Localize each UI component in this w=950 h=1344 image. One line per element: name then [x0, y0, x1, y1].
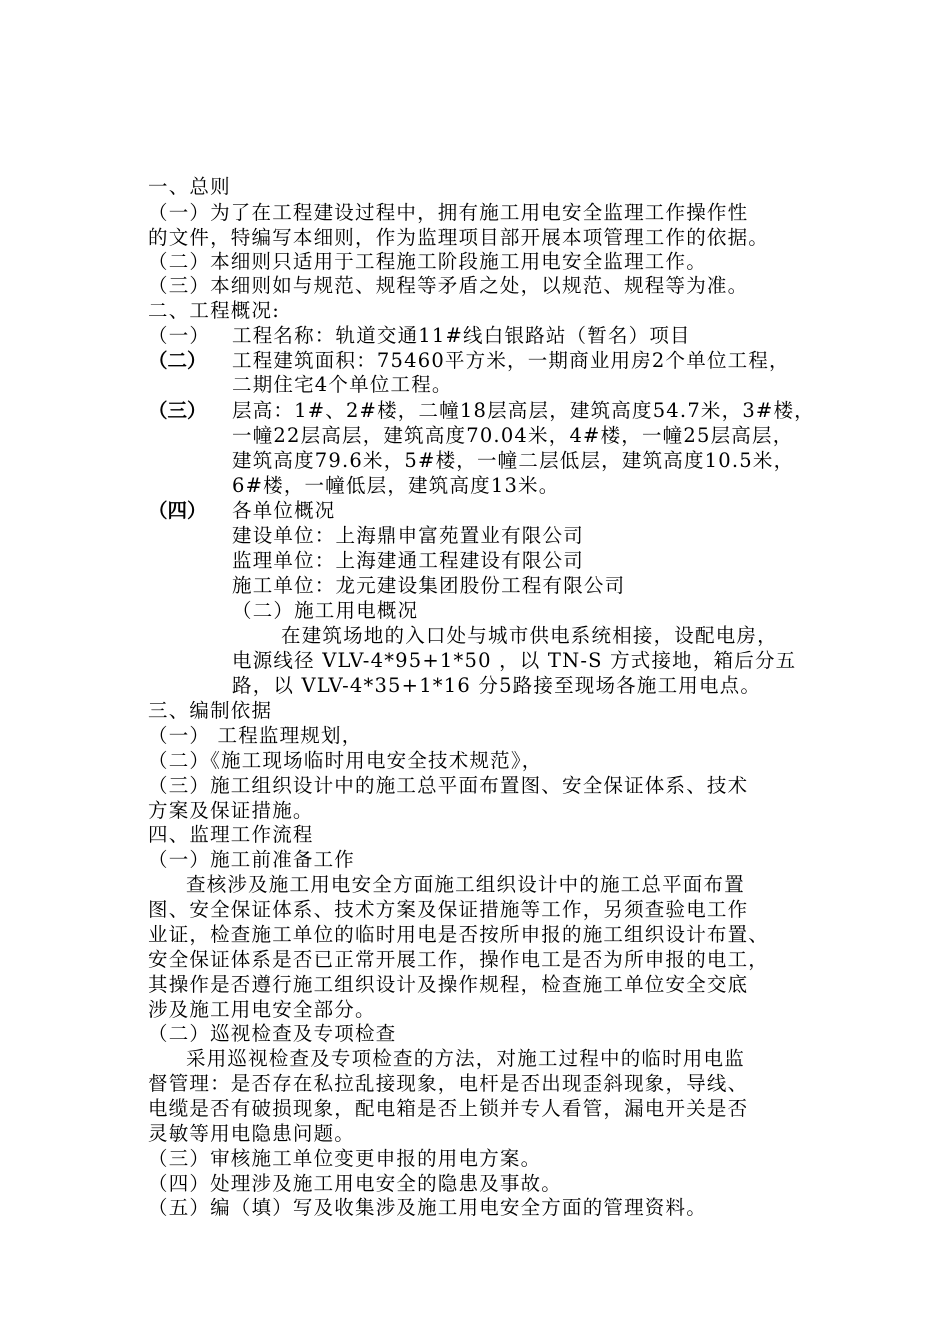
- section-heading-workflow: 四、监理工作流程: [148, 823, 314, 846]
- paragraph-line: 在建筑场地的入口处与城市供电系统相接，设配电房，: [281, 624, 778, 647]
- paragraph-line: （三）审核施工单位变更申报的用电方案。: [148, 1147, 542, 1170]
- paragraph-line: （一） 工程监理规划，: [148, 724, 363, 747]
- unit-name: 上海建通工程建设有限公司: [335, 549, 584, 572]
- unit-line-build: 建设单位：上海鼎申富苑置业有限公司: [232, 524, 584, 547]
- subsection-title: 各单位概况: [232, 499, 336, 522]
- paragraph-line: 图、安全保证体系、技术方案及保证措施等工作，另须查验电工作: [148, 898, 749, 921]
- paragraph-line: 其操作是否遵行施工组织设计及操作规程，检查施工单位安全交底: [148, 973, 749, 996]
- paragraph-line: （四）处理涉及施工用电安全的隐患及事故。: [148, 1172, 563, 1195]
- subsection-title: （一）施工前准备工作: [148, 848, 356, 871]
- paragraph-line: 路，以 VLV-4*35+1*16 分5路接至现场各施工用电点。: [232, 674, 762, 697]
- item-number: （三）: [148, 399, 207, 422]
- paragraph-line: （二）本细则只适用于工程施工阶段施工用电安全监理工作。: [148, 250, 707, 273]
- paragraph-line: 6#楼，一幢低层，建筑高度13米。: [232, 474, 560, 497]
- paragraph-line: 建筑高度79.6米，5#楼，一幢二层低层，建筑高度10.5米，: [232, 449, 795, 472]
- paragraph-line: 工程建筑面积：75460平方米，一期商业用房2个单位工程，: [232, 349, 790, 372]
- paragraph-line: 电源线径 VLV-4*95+1*50 ，以 TN-S 方式接地，箱后分五: [232, 649, 797, 672]
- paragraph-line: 安全保证体系是否已正常开展工作，操作电工是否为所申报的电工，: [148, 948, 770, 971]
- section-heading-basis: 三、编制依据: [148, 699, 273, 722]
- paragraph-line: 一幢22层高层，建筑高度70.04米，4#楼，一幢25层高层，: [232, 424, 794, 447]
- paragraph-line: 灵敏等用电隐患问题。: [148, 1122, 356, 1145]
- paragraph-line: 方案及保证措施。: [148, 799, 314, 822]
- unit-line-construct: [232, 574, 625, 598]
- paragraph-line: 业证，检查施工单位的临时用电是否按所申报的施工组织设计布置、: [148, 923, 770, 946]
- unit-line-supervise: [232, 549, 584, 573]
- section-heading-general: 一、总则: [148, 175, 231, 198]
- unit-label: 监理单位：: [232, 549, 336, 572]
- section-heading-overview: 二、工程概况:: [148, 299, 280, 322]
- paragraph-line: （五）编（填）写及收集涉及施工用电安全方面的管理资料。: [148, 1196, 707, 1219]
- item-number: （一）: [148, 324, 211, 347]
- paragraph-line: 的文件，特编写本细则，作为监理项目部开展本项管理工作的依据。: [148, 226, 770, 249]
- paragraph-line: 督管理：是否存在私拉乱接现象，电杆是否出现歪斜现象，导线、: [148, 1072, 749, 1095]
- item-number: （四）: [148, 499, 207, 522]
- paragraph-line: 层高：1#、2#楼，二幢18层高层，建筑高度54.7米，3#楼，: [232, 399, 815, 422]
- paragraph-line: 涉及施工用电安全部分。: [148, 998, 376, 1021]
- paragraph-line: 查核涉及施工用电安全方面施工组织设计中的施工总平面布置: [186, 873, 745, 896]
- paragraph-line: 采用巡视检查及专项检查的方法，对施工过程中的临时用电监: [186, 1047, 745, 1070]
- paragraph-line: （二）《施工现场临时用电安全技术规范》，: [148, 749, 543, 772]
- paragraph-line: （三）本细则如与规范、规程等矛盾之处，以规范、规程等为准。: [148, 274, 749, 297]
- paragraph-line: 工程名称：轨道交通11#线白银路站（暂名）项目: [232, 324, 691, 347]
- paragraph-line: （一）为了在工程建设过程中，拥有施工用电安全监理工作操作性: [148, 201, 749, 224]
- subsection-title: （二）巡视检查及专项检查: [148, 1022, 397, 1045]
- paragraph-line: 二期住宅4个单位工程。: [232, 373, 453, 396]
- unit-name: 龙元建设集团股份工程有限公司: [335, 574, 626, 597]
- paragraph-line: （三）施工组织设计中的施工总平面布置图、安全保证体系、技术: [148, 774, 749, 797]
- item-number: （二）: [148, 349, 207, 372]
- unit-label: 施工单位：: [232, 574, 336, 597]
- paragraph-line: 电缆是否有破损现象，配电箱是否上锁并专人看管，漏电开关是否: [148, 1097, 749, 1120]
- subsection-title: （二）施工用电概况: [232, 599, 419, 622]
